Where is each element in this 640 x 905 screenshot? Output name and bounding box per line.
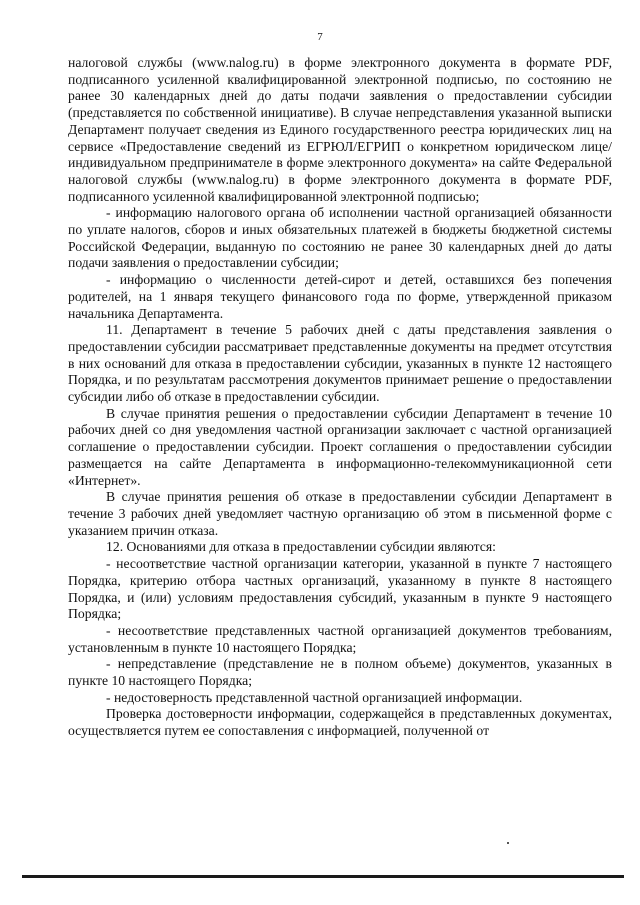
paragraph: - информацию налогового органа об исполнении частной организацией обязанности по уплате налогов, сборов и иных обязательных платежей в бюджеты бюджетной системы Российской Федерации, выданную по состоянию не ранее 30 календарных дней до даты подачи заявления о предоставлении субсидии; [68,205,612,271]
scan-bottom-edge-line [22,875,624,878]
page-number: 7 [317,31,323,43]
scan-artifact-dot [507,842,509,844]
paragraph: налоговой службы (www.nalog.ru) в форме электронного документа в формате PDF, подписанного усиленной квалифицированной электронной подписью, по состоянию не ранее 30 календарных дней до даты подачи заявления о предоставлении субсидии (представляется по собственной инициативе). В случае непредставления указанной выписки Департамент получает сведения из Единого государственного реестра юридических лиц на сервисе «Предоставление сведений из ЕГРЮЛ/ЕГРИП о конкретном юридическом лице/индивидуальном предпринимателе в форме электронного документа» на сайте Федеральной налоговой службы (www.nalog.ru) в форме электронного документа в формате PDF, подписанного усиленной квалифицированной электронной подписью; [68,55,612,204]
paragraph: - несоответствие представленных частной организацией документов требованиям, установленным в пункте 10 настоящего Порядка; [68,622,612,655]
paragraph: 11. Департамент в течение 5 рабочих дней с даты представления заявления о предоставлении субсидии рассматривает представленные документы на предмет отсутствия в них оснований для отказа в предоставлении субсидии, указанных в пункте 12 настоящего Порядка, и по результатам рассмотрения документов принимает решение о предоставлении субсидии либо об отказе в предоставлении субсидии. [68,322,612,405]
paragraph: - недостоверность представленной частной организацией информации. [106,689,523,705]
paragraph: В случае принятия решения об отказе в предоставлении субсидии Департамент в течение 3 рабочих дней уведомляет частную организацию об этом в письменной форме с указанием причин отказа. [68,489,612,538]
paragraph: - несоответствие частной организации категории, указанной в пункте 7 настоящего Порядка, критерию отбора частных организаций, указанному в пункте 8 настоящего Порядка, и (или) условиям предоставления субсидий, указанным в пункте 9 настоящего Порядка; [68,556,612,622]
paragraph: - информацию о численности детей-сирот и детей, оставшихся без попечения родителей, на 1 января текущего финансового года по форме, утвержденной приказом начальника Департамента. [68,272,612,321]
paragraph: В случае принятия решения о предоставлении субсидии Департамент в течение 10 рабочих дней со дня уведомления частной организации заключает с частной организацией соглашение о предоставлении субсидии. Проект соглашения о предоставлении субсидии размещается на сайте Департамента в информационно-телекоммуникационной сети «Интернет». [68,405,612,488]
paragraph: 12. Основаниями для отказа в предоставлении субсидии являются: [106,539,496,555]
document-body [68,55,612,740]
paragraph: Проверка достоверности информации, содержащейся в представленных документах, осуществляется путем ее сопоставления с информацией, полученной от [68,706,612,739]
paragraph: - непредставление (представление не в полном объеме) документов, указанных в пункте 10 настоящего Порядка; [68,656,612,689]
